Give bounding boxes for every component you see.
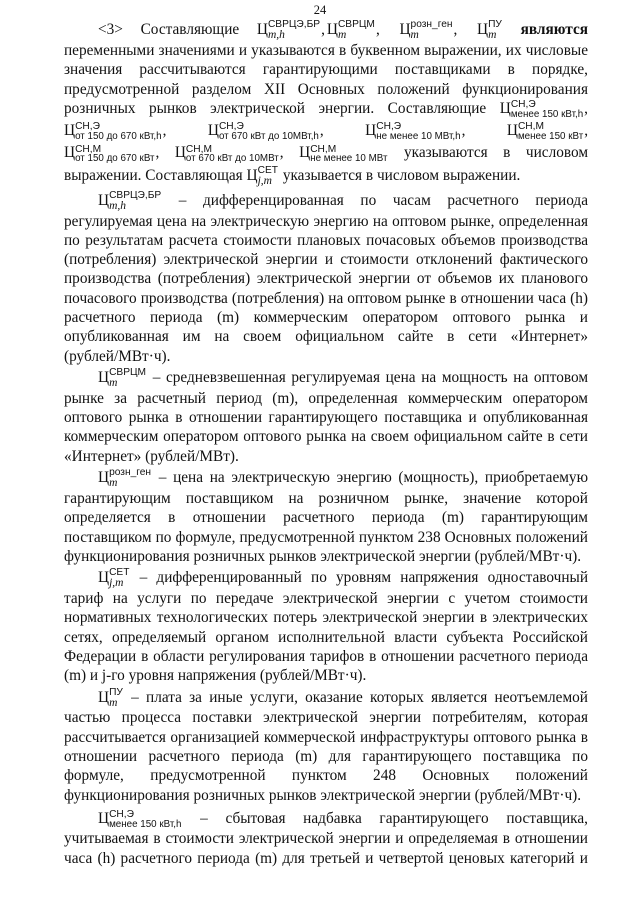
symbol-c-pu: Ц ПУ m	[477, 19, 502, 41]
symbol-c-sn-m-150-670: Ц СН,М от 150 до 670 кВт	[64, 143, 155, 165]
symbol-c-sn-e-10: Ц СН,Э не менее 10 МВт,h	[365, 121, 461, 143]
page-number: 24	[313, 3, 327, 17]
paragraph-intro-line-8: выражении. Составляющая Ц СЕТ j,m указывается в числовом выражении.	[64, 165, 521, 187]
paragraph-intro-line-6: Ц СН,Э от 150 до 670 кВт,h , Ц СН,Э от 670 кВт до 10МВт,h , Ц СН,Э не менее 10 МВт,h , Ц СН,М менее 150 кВт ,	[64, 121, 589, 143]
symbol-c-svrce-br: Ц СВРЦЭ,БР m,h	[98, 189, 162, 212]
document-body	[64, 20, 588, 868]
paragraph-intro-line-7: Ц СН,М от 150 до 670 кВт , Ц СН,М от 670 кВт до 10МВт , Ц СН,М не менее 10 МВт указываются в числовом	[64, 143, 589, 165]
definition-svrce-br: Ц СВРЦЭ,БР m,h – дифференцированная по часам расчетного периода регулируемая цена на электрическую энергию на оптовом рынке, определенная по результатам расчета стоимости плановых почасовых объемов производства (потребления) электрической энергии и стоимости отклонений фактического производства (потребления) электрической энергии от объемов их планового почасового производства (потребления) на оптовом рынке в отношении часа (h) расчетного периода (m) коммерческим оператором оптового рынка и опубликованная им на своем официальном сайте в сети «Интернет» (рублей/МВт·ч).	[64, 189, 588, 365]
symbol-c-sn-m-670-10: Ц СН,М от 670 кВт до 10МВт	[174, 143, 279, 165]
definition-set: Ц СЕТ j,m – дифференцированный по уровням напряжения одноставочный тариф на услуги по передаче электрической энергии с учетом стоимости нормативных технологических потерь электрической энергии в электрических сетях, определяемый органом исполнительной власти субъекта Российской Федерации в области регулирования тарифов в отношении расчетного периода (m) и j-го уровня напряжения (рублей/МВт·ч).	[64, 567, 589, 685]
word-components: Составляющие	[140, 21, 240, 38]
item-label: <3>	[98, 21, 123, 38]
bold-word: являются	[520, 21, 589, 38]
paragraph-intro-line-5: розничных рынков электрической энергии. Составляющие Ц СН,Э менее 150 кВт,h ,	[64, 99, 588, 120]
symbol-c-sn-e-150: Ц СН,Э менее 150 кВт,h	[499, 99, 584, 120]
definition-rozn-gen: Ц розн_ген m – цена на электрическую энергию (мощность), приобретаемую гарантирующим поставщиком на розничном рынке, значение которой определяется в отношении расчетного периода (m) гарантирующим поставщиком по формуле, предусмотренной пунктом 238 Основных положений функционирования розничных рынков электрической энергии (рублей/МВт·ч).	[64, 467, 589, 565]
symbol-c-sn-e-670-10: Ц СН,Э от 670 кВт до 10МВт,h	[207, 121, 319, 143]
symbol-c-svrcm: Ц СВРЦМ m	[98, 367, 147, 389]
symbol-c-sn-m-150: Ц СН,М менее 150 кВт	[506, 121, 584, 143]
paragraph-intro-line-2: переменными значениями и указываются в буквенном выражении, их числовые	[64, 41, 588, 59]
paragraph-intro-line-4: предусмотренной разделом XII Основных положений функционирования	[64, 80, 588, 98]
symbol-c-pu: Ц ПУ m	[98, 686, 123, 709]
symbol-c-sn-e-150-670: Ц СН,Э от 150 до 670 кВт,h	[64, 121, 162, 143]
symbol-c-rozn-gen: Ц розн_ген m	[98, 467, 152, 490]
symbol-c-svrce-br: Ц СВРЦЭ,БР m,h	[256, 19, 321, 41]
definition-svrcm: Ц СВРЦМ m – средневзвешенная регулируемая цена на мощность на оптовом рынке за расчетный период (m), определенная коммерческим оператором оптового рынка в отношении гарантирующего поставщика и опубликованная коммерческим оператором оптового рынка на своем официальном сайте в сети «Интернет» (рублей/МВт).	[64, 367, 589, 465]
symbol-c-set: Ц СЕТ j,m	[246, 165, 278, 187]
paragraph-intro-line-3: значения рассчитываются гарантирующими поставщиками в порядке,	[64, 61, 588, 79]
definition-sn-e-150: Ц СН,Э менее 150 кВт,h – сбытовая надбавка гарантирующего поставщика, учитываемая в стоимости электрической энергии и определяемая в отношении часа (h) расчетного периода (m) для третьей и четвертой ценовых категорий и	[64, 809, 588, 867]
definition-pu: Ц ПУ m – плата за иные услуги, оказание которых является неотъемлемой частью процесса поставки электрической энергии потребителям, которая рассчитывается организацией коммерческой инфраструктуры оптового рынка в отношении расчетного периода (m) для гарантирующего поставщика по формуле, предусмотренной пунктом 248 Основных положений функционирования розничных рынков электрической энергии (рублей/МВт·ч).	[64, 686, 588, 804]
symbol-c-sn-e-150: Ц СН,Э менее 150 кВт,h	[98, 809, 182, 830]
paragraph-intro-line-1: <3> Составляющие Ц СВРЦЭ,БР m,h , Ц СВРЦМ m , Ц розн_ген m , Ц ПУ m являются	[98, 19, 589, 41]
symbol-c-sn-m-10: Ц СН,М не менее 10 МВт	[299, 143, 388, 165]
symbol-c-set: Ц СЕТ j,m	[98, 567, 130, 590]
symbol-c-svrcm: Ц СВРЦМ m	[326, 19, 375, 41]
symbol-c-rozn-gen: Ц розн_ген m	[399, 19, 453, 41]
